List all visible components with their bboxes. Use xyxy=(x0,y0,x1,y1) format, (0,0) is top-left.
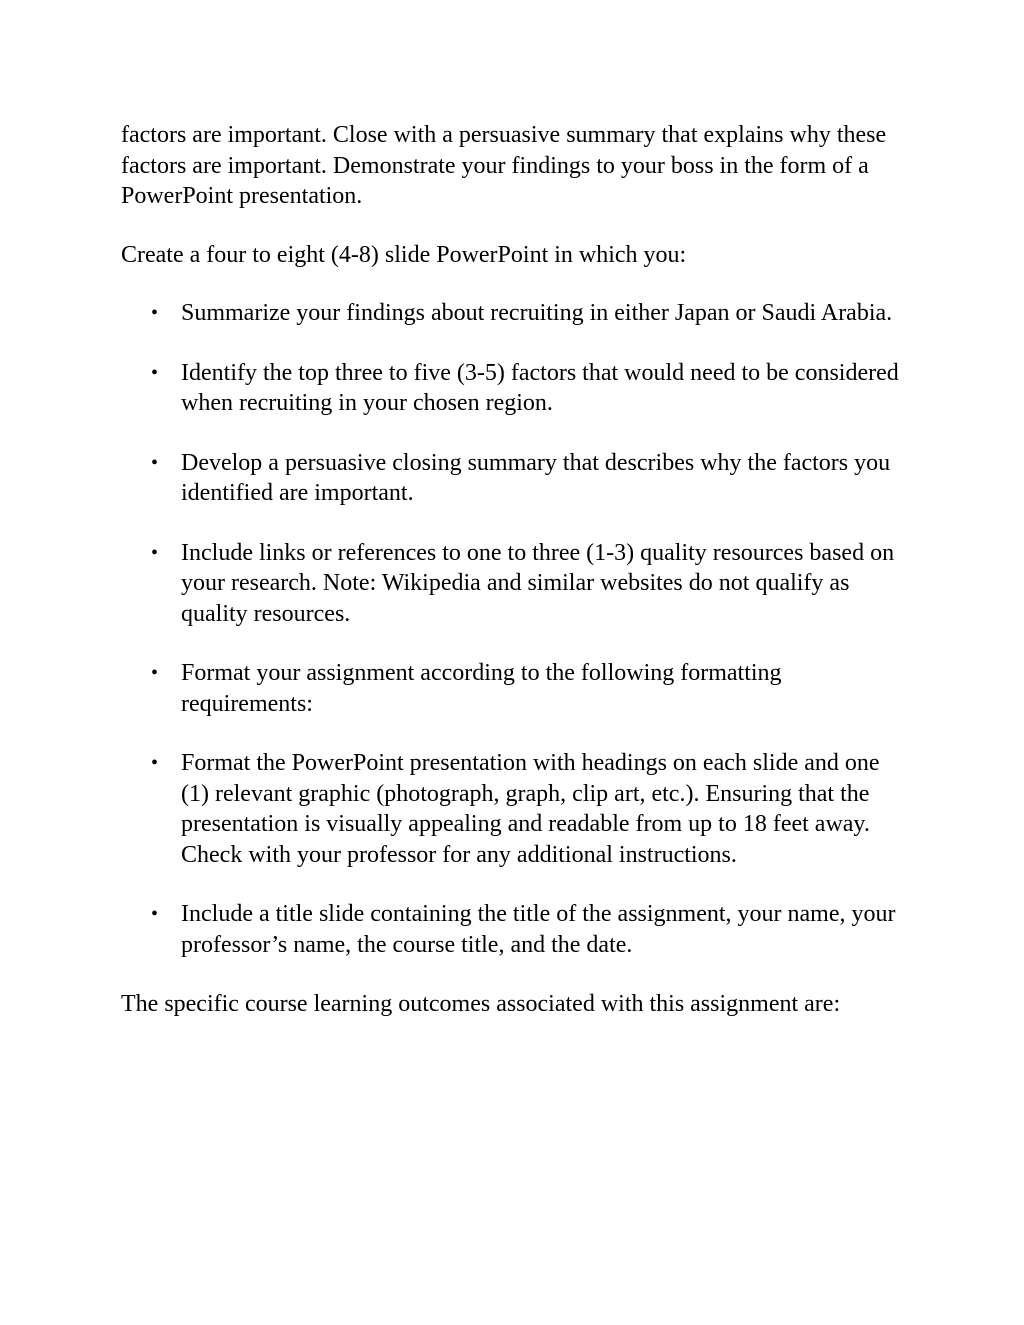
list-item-text: Include a title slide containing the title of the assignment, your name, your professor’s name, the course title, and the date. xyxy=(181,901,896,958)
list-item xyxy=(121,448,911,509)
list-item-text: Format your assignment according to the following formatting requirements: xyxy=(181,660,782,717)
closing-paragraph: The specific course learning outcomes associated with this assignment are: xyxy=(121,991,841,1017)
document-body xyxy=(121,120,911,1020)
list-item-text: Identify the top three to five (3-5) factors that would need to be considered when recruiting in your chosen region. xyxy=(181,359,899,416)
bullet-icon: • xyxy=(151,752,159,774)
list-item xyxy=(121,658,911,719)
list-item-text: Develop a persuasive closing summary that describes why the factors you identified are important. xyxy=(181,449,891,506)
list-item xyxy=(121,298,911,329)
bullet-icon: • xyxy=(151,361,159,384)
intro-paragraph: factors are important. Close with a persuasive summary that explains why these factors are important. Demonstrate your findings to your boss in the form of a PowerPoint presentation. xyxy=(121,122,887,209)
bullet-icon: • xyxy=(151,451,159,474)
requirements-list xyxy=(121,298,911,960)
bullet-icon: • xyxy=(151,662,159,684)
list-item xyxy=(121,358,911,419)
bullet-icon: • xyxy=(151,541,159,564)
list-item xyxy=(121,748,911,870)
list-item xyxy=(121,538,911,630)
lead-in-paragraph: Create a four to eight (4-8) slide PowerPoint in which you: xyxy=(121,241,687,268)
list-item-text: Format the PowerPoint presentation with headings on each slide and one (1) relevant graphic (photograph, graph, clip art, etc.). Ensuring that the presentation is visually appealing and readable from up to 18 feet away. Check with your professor for any additional instructions. xyxy=(181,750,880,868)
list-item-text: Summarize your findings about recruiting in either Japan or Saudi Arabia. xyxy=(181,300,893,326)
list-item xyxy=(121,899,911,960)
bullet-icon: • xyxy=(151,903,159,925)
bullet-icon: • xyxy=(151,302,159,324)
list-item-text: Include links or references to one to three (1-3) quality resources based on your research. Note: Wikipedia and similar websites do not qualify as quality resources. xyxy=(181,539,895,627)
